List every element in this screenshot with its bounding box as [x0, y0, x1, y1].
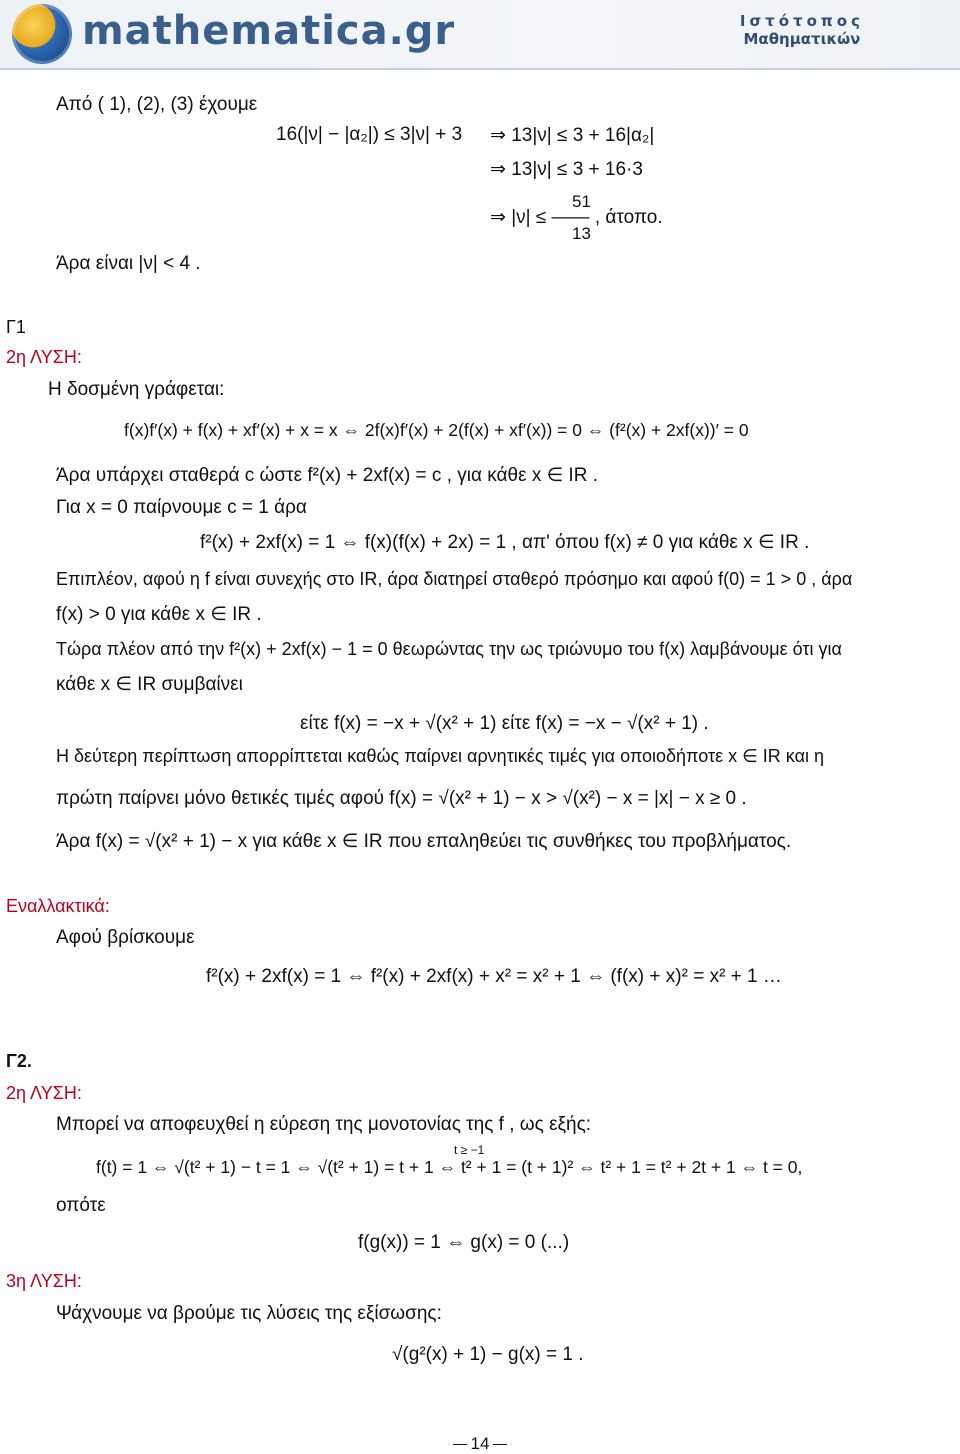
- section-heading: Γ1: [6, 317, 26, 337]
- math-line: f²(x) + 2xf(x) = 1 ⇔ f(x)(f(x) + 2x) = 1 , απ' όπου f(x) ≠ 0 για κάθε x ∈ IR .: [200, 532, 810, 553]
- text-line: Επιπλέον, αφού η f είναι συνεχής στο IR, άρα διατηρεί σταθερό πρόσημο και αφού f(0) = 1 > 0 , άρα: [56, 569, 853, 589]
- math-line: ⇒ 13|ν| ≤ 3 + 16|α₂|: [490, 125, 655, 146]
- solution-heading: 2η ΛΥΣΗ:: [6, 1083, 82, 1103]
- math-line: 16(|ν| − |α₂|) ≤ 3|ν| + 3: [276, 124, 463, 145]
- math-line: ⇒ |ν| ≤ ―― , άτοπο.: [490, 207, 663, 228]
- page-number: [440, 1434, 520, 1454]
- math-line: f²(x) + 2xf(x) = 1 ⇔ f²(x) + 2xf(x) + x² = x² + 1 ⇔ (f(x) + x)² = x² + 1 …: [206, 966, 782, 987]
- text-line: f(x) > 0 για κάθε x ∈ IR .: [56, 604, 262, 625]
- math-line: √(g²(x) + 1) − g(x) = 1 .: [392, 1344, 584, 1365]
- page-number-value: 14: [470, 1434, 490, 1453]
- section-heading: Γ2.: [6, 1051, 32, 1071]
- math-line: ⇒ 13|ν| ≤ 3 + 16·3: [490, 159, 643, 180]
- tagline-line-1: Ιστότοπος: [739, 12, 864, 30]
- page-header: [0, 0, 960, 70]
- text-line: Άρα f(x) = √(x² + 1) − x για κάθε x ∈ IR που επαληθεύει τις συνθήκες του προβλήματος.: [56, 831, 792, 852]
- text-line: κάθε x ∈ IR συμβαίνει: [56, 674, 243, 695]
- math-line: f(g(x)) = 1 ⇔ g(x) = 0 (...): [358, 1232, 570, 1253]
- fraction-numerator: 51: [572, 192, 591, 211]
- text-line: Για x = 0 παίρνουμε c = 1 άρα: [56, 497, 307, 518]
- solution-heading: 3η ΛΥΣΗ:: [6, 1271, 82, 1291]
- text-line: Ψάχνουμε να βρούμε τις λύσεις της εξίσωσης:: [56, 1303, 442, 1324]
- site-tagline: [740, 12, 864, 48]
- text-line: Άρα είναι |ν| < 4 .: [56, 253, 201, 274]
- math-line: f(t) = 1 ⇔ √(t² + 1) − t = 1 ⇔ √(t² + 1) = t + 1 ⇔ t² + 1 = (t + 1)² ⇔ t² + 1 = t² + 2t + 1 ⇔ t = 0,: [96, 1157, 803, 1177]
- text-line: Από ( 1), (2), (3) έχουμε: [56, 94, 258, 115]
- site-logo-text: mathematica.gr: [82, 8, 456, 54]
- solution-heading: 2η ΛΥΣΗ:: [6, 347, 82, 367]
- condition-label: t ≥ −1: [454, 1143, 485, 1157]
- text-line: Η δοσμένη γράφεται:: [48, 379, 225, 400]
- math-line: είτε f(x) = −x + √(x² + 1) είτε f(x) = −x − √(x² + 1) .: [300, 713, 709, 734]
- text-line: πρώτη παίρνει μόνο θετικές τιμές αφού f(x) = √(x² + 1) − x > √(x²) − x = |x| − x ≥ 0 .: [56, 788, 747, 809]
- text-line: Η δεύτερη περίπτωση απορρίπτεται καθώς παίρνει αρνητικές τιμές για οποιοδήποτε x ∈ IR και η: [56, 746, 824, 766]
- text-line: οπότε: [56, 1195, 106, 1216]
- text-line: Αφού βρίσκουμε: [56, 927, 195, 948]
- math-line: f(x)f′(x) + f(x) + xf′(x) + x = x ⇔ 2f(x)f′(x) + 2(f(x) + xf′(x)) = 0 ⇔ (f²(x) + 2xf(x))′ = 0: [124, 420, 749, 440]
- alternative-heading: Εναλλακτικά:: [6, 896, 110, 916]
- text-line: Μπορεί να αποφευχθεί η εύρεση της μονοτονίας της f , ως εξής:: [56, 1114, 592, 1135]
- fraction-denominator: 13: [572, 224, 591, 243]
- text-line: Άρα υπάρχει σταθερά c ώστε f²(x) + 2xf(x) = c , για κάθε x ∈ IR .: [56, 465, 598, 486]
- tagline-line-2: Μαθηματικών: [743, 30, 861, 48]
- text-line: Τώρα πλέον από την f²(x) + 2xf(x) − 1 = 0 θεωρώντας την ως τριώνυμο του f(x) λαμβάνουμε ότι για: [56, 639, 842, 659]
- logo-globe-icon: [12, 4, 72, 64]
